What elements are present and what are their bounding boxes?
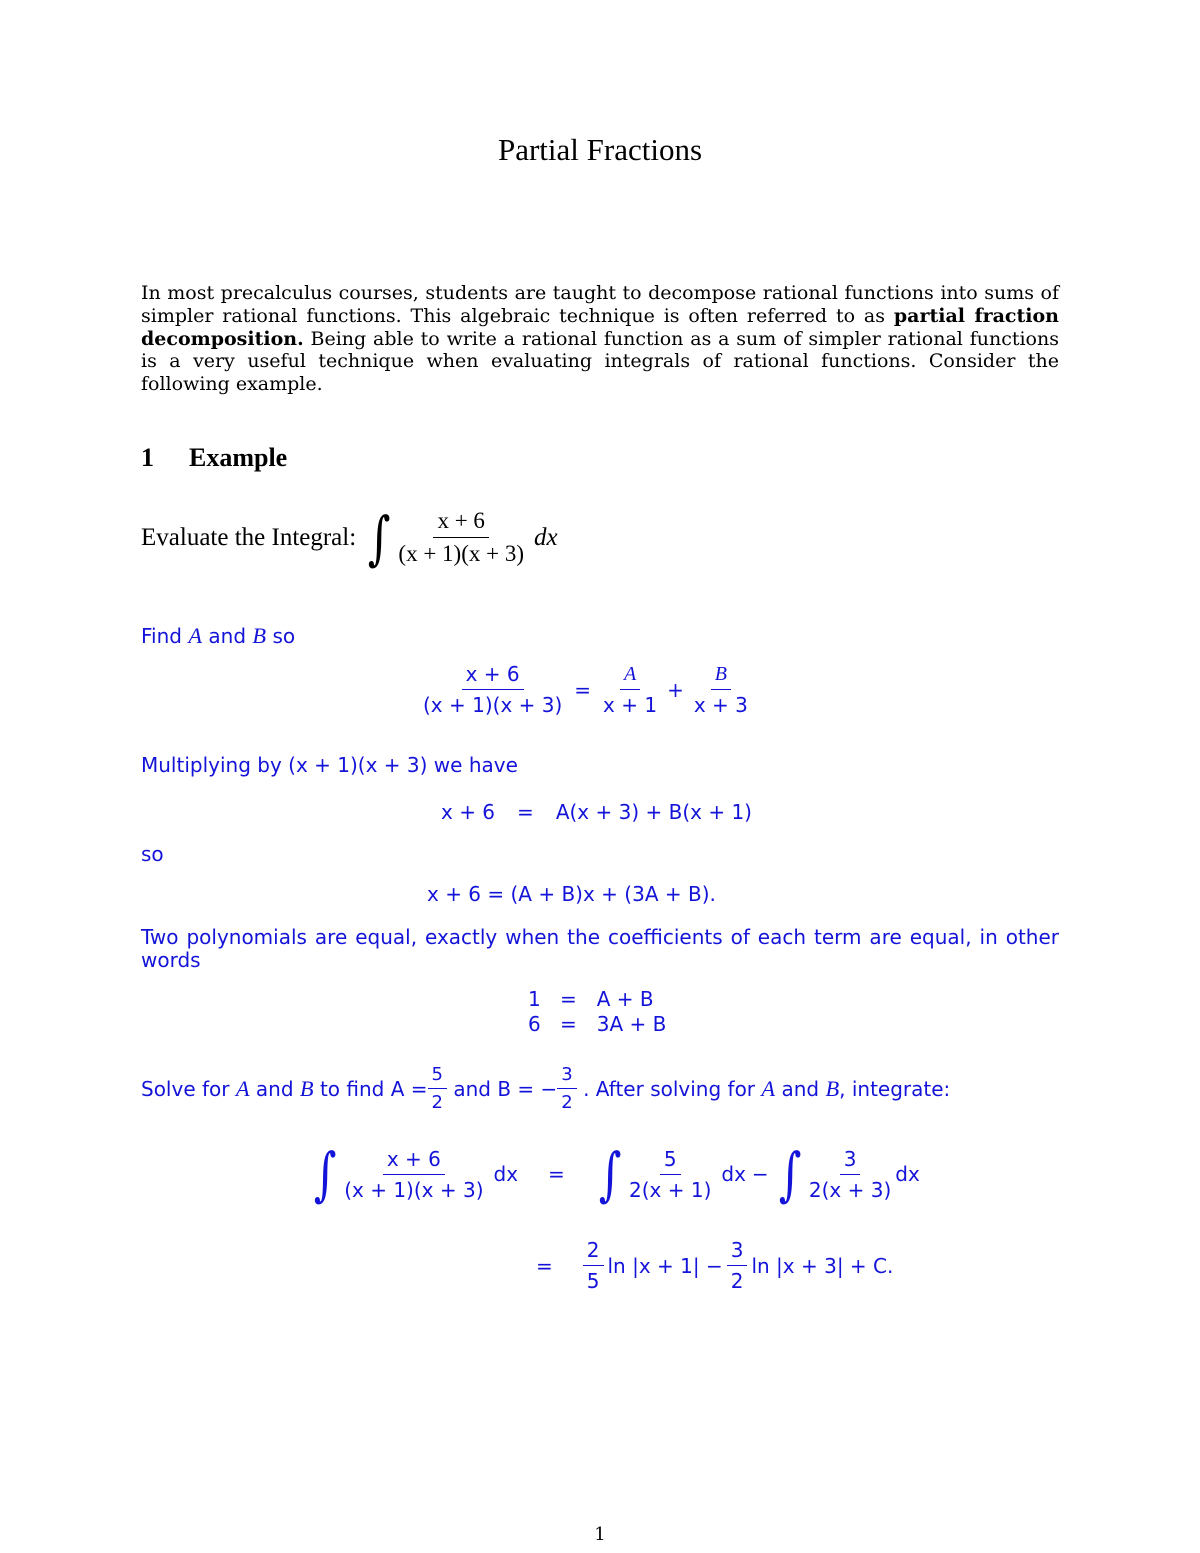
plus-sign: + bbox=[667, 677, 684, 702]
find-text: Find bbox=[141, 624, 182, 648]
system-lhs: 6 bbox=[528, 1012, 541, 1036]
system-equals: = bbox=[560, 1012, 577, 1036]
solve-text: Solve for bbox=[141, 1076, 230, 1101]
result-ln-2: ln |x + 3| + C. bbox=[751, 1253, 894, 1278]
solve-text-2: to find bbox=[319, 1076, 385, 1101]
page-title: Partial Fractions bbox=[497, 132, 703, 167]
equation-2: x + 6 = (A + B)x + (3A + B). bbox=[427, 882, 716, 906]
polynomials-text: Two polynomials are equal, exactly when the coefficients of each term are equal, in other words bbox=[141, 925, 1059, 972]
result-fraction-1 bbox=[583, 1238, 604, 1293]
system-rhs: A + B bbox=[596, 987, 654, 1011]
var-a: A bbox=[235, 1075, 250, 1101]
find-line bbox=[141, 623, 295, 649]
decomp-lhs-den: (x + 1)(x + 3) bbox=[423, 693, 563, 717]
b-equals: B = − bbox=[497, 1076, 558, 1101]
decomp-lhs-num: x + 6 bbox=[462, 662, 524, 690]
term1-fraction bbox=[625, 1147, 715, 1202]
var-b: B bbox=[825, 1075, 840, 1101]
so-word: so bbox=[141, 842, 164, 866]
equals-sign: = bbox=[574, 677, 592, 702]
equation-system bbox=[528, 987, 666, 1037]
and-text: and bbox=[255, 1076, 294, 1101]
a-value-num: 5 bbox=[428, 1064, 447, 1089]
final-integral-line-1 bbox=[310, 1140, 920, 1208]
integral-sign: ∫ bbox=[778, 1140, 802, 1208]
intro-paragraph bbox=[141, 282, 1059, 396]
and-text: and bbox=[208, 624, 247, 648]
solve-text-4: , integrate: bbox=[839, 1076, 951, 1101]
multiply-expr: (x + 1)(x + 3) bbox=[288, 753, 428, 777]
problem-numerator: x + 6 bbox=[433, 508, 488, 538]
and-text: and bbox=[453, 1076, 491, 1101]
integral-sign: ∫ bbox=[313, 1140, 337, 1208]
eq1-lhs: x + 6 bbox=[441, 800, 496, 824]
var-a: A bbox=[761, 1075, 776, 1101]
result-num-2: 3 bbox=[727, 1238, 748, 1266]
a-value-den: 2 bbox=[431, 1092, 443, 1113]
term2-den: 2(x + 3) bbox=[808, 1177, 892, 1202]
intro-text-2: Being able to write a rational function as a sum of simpler rational functions is a very useful technique when evaluating integrals of rational functions. Consider the following example. bbox=[141, 327, 1059, 396]
a-value-fraction bbox=[428, 1064, 447, 1113]
result-num-1: 2 bbox=[583, 1238, 604, 1266]
section-heading bbox=[141, 443, 287, 473]
system-row bbox=[528, 1012, 666, 1037]
final-dx: dx bbox=[721, 1162, 746, 1186]
system-lhs: 1 bbox=[528, 987, 541, 1011]
integral-sign: ∫ bbox=[367, 503, 391, 572]
decomp-b-den: x + 3 bbox=[693, 692, 748, 717]
so-text: so bbox=[272, 624, 296, 648]
var-a: A bbox=[188, 623, 203, 648]
system-row bbox=[528, 987, 666, 1012]
intro-bold-term: partial fraction decomposition. bbox=[141, 304, 1059, 350]
multiply-line bbox=[141, 753, 518, 777]
term2-num: 3 bbox=[840, 1147, 861, 1175]
multiply-text: Multiplying by bbox=[141, 753, 282, 777]
decomp-b-num: B bbox=[711, 663, 731, 690]
final-dx: dx bbox=[895, 1162, 920, 1186]
result-ln-1: ln |x + 1| − bbox=[607, 1253, 723, 1278]
result-equals: = bbox=[536, 1253, 553, 1278]
decomp-a-fraction bbox=[599, 663, 661, 717]
final-dx: dx bbox=[493, 1162, 519, 1186]
b-value-num: 3 bbox=[557, 1064, 576, 1089]
integral-sign: ∫ bbox=[598, 1140, 622, 1208]
section-number: 1 bbox=[141, 443, 154, 472]
result-den-1: 5 bbox=[586, 1269, 600, 1293]
section-title: Example bbox=[189, 443, 288, 472]
solve-text-3: . After solving for bbox=[583, 1076, 756, 1101]
result-fraction-2 bbox=[727, 1238, 748, 1293]
problem-statement bbox=[141, 503, 558, 572]
problem-dx: dx bbox=[534, 523, 558, 551]
a-equals: A = bbox=[390, 1076, 428, 1101]
decomp-lhs-fraction bbox=[419, 662, 566, 717]
final-lhs-fraction bbox=[340, 1147, 487, 1202]
b-value-fraction bbox=[557, 1064, 576, 1113]
problem-denominator: (x + 1)(x + 3) bbox=[398, 541, 524, 566]
term1-num: 5 bbox=[660, 1147, 681, 1175]
solve-line bbox=[141, 1064, 950, 1113]
result-den-2: 2 bbox=[730, 1269, 744, 1293]
page-number: 1 bbox=[594, 1524, 606, 1545]
final-result-line bbox=[536, 1238, 893, 1293]
equation-1 bbox=[441, 800, 752, 824]
var-b: B bbox=[299, 1075, 314, 1101]
decomposition-equation bbox=[419, 662, 752, 717]
intro-text-1: In most precalculus courses, students are taught to decompose rational functions into sums of simpler rational functions. This algebraic technique is often referred to as bbox=[141, 282, 1059, 327]
final-lhs-den: (x + 1)(x + 3) bbox=[344, 1177, 484, 1202]
decomp-a-den: x + 1 bbox=[603, 692, 658, 717]
and-text: and bbox=[781, 1076, 820, 1101]
final-lhs-num: x + 6 bbox=[383, 1147, 445, 1175]
eq1-equals: = bbox=[517, 800, 534, 824]
minus-sign: − bbox=[751, 1162, 769, 1186]
problem-label: Evaluate the Integral: bbox=[141, 523, 357, 551]
system-rhs: 3A + B bbox=[596, 1012, 667, 1036]
system-equals: = bbox=[560, 987, 577, 1011]
term1-den: 2(x + 1) bbox=[629, 1177, 712, 1202]
term2-fraction bbox=[805, 1147, 895, 1202]
multiply-text-2: we have bbox=[433, 753, 518, 777]
var-b: B bbox=[252, 623, 267, 648]
final-equals: = bbox=[548, 1162, 565, 1186]
b-value-den: 2 bbox=[561, 1092, 573, 1113]
problem-fraction bbox=[394, 508, 528, 567]
eq1-rhs: A(x + 3) + B(x + 1) bbox=[555, 800, 752, 824]
decomp-b-fraction bbox=[690, 663, 752, 717]
decomp-a-num: A bbox=[620, 663, 640, 690]
